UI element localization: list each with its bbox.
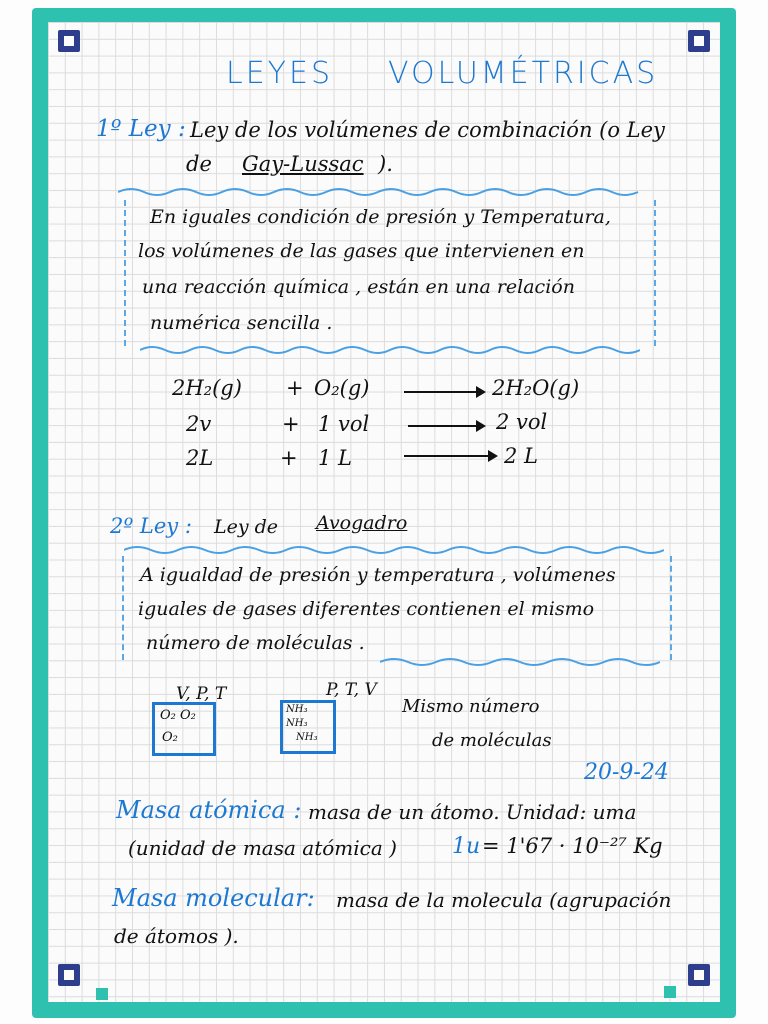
reaction-arrow-icon	[408, 425, 484, 427]
atomic-mass-definition: masa de un átomo. Unidad: uma	[308, 800, 637, 824]
law1-line2-name: Gay-Lussac	[242, 152, 364, 176]
eq2-reactant-b: 1 vol	[318, 412, 370, 436]
law2-box-line3: número de moléculas .	[146, 632, 365, 654]
teal-square-icon	[664, 986, 676, 998]
eq3-plus: +	[280, 446, 298, 470]
wave-divider	[380, 656, 660, 668]
molecular-mass-term: Masa molecular:	[112, 884, 315, 912]
diagram-caption-1: Mismo número	[402, 696, 540, 717]
nh3-molecule-1: NH₃	[286, 704, 308, 715]
atomic-mass-unit-symbol: 1u	[452, 834, 481, 859]
eq2-reactant-a: 2v	[186, 412, 212, 436]
law2-line1-prefix: Ley de	[214, 516, 279, 538]
atomic-mass-unit-value: = 1'67 · 10⁻²⁷ Kg	[482, 834, 663, 858]
atomic-mass-term: Masa atómica :	[116, 796, 302, 824]
entry-date: 20-9-24	[584, 760, 669, 785]
law2-line1-name: Avogadro	[316, 512, 408, 534]
corner-mark-icon	[688, 30, 710, 52]
law1-line1: Ley de los volúmenes de combinación (o Ley	[190, 118, 665, 142]
eq3-reactant-b: 1 L	[318, 446, 352, 470]
eq1-product: 2H₂O(g)	[492, 376, 580, 400]
eq1-plus: +	[286, 376, 304, 400]
wave-divider	[118, 186, 648, 198]
eq1-reactant-a: 2H₂(g)	[172, 376, 242, 400]
law2-heading: 2º Ley :	[110, 514, 192, 538]
corner-mark-icon	[58, 30, 80, 52]
law2-box-line1: A igualdad de presión y temperatura , volúmenes	[140, 564, 616, 586]
law1-box-line3: una reacción química , están en una relación	[142, 276, 575, 298]
wave-divider	[124, 544, 664, 556]
eq3-product: 2 L	[504, 444, 538, 468]
law1-box-line4: numérica sencilla .	[150, 312, 333, 334]
law1-box-line1: En iguales condición de presión y Temperatura,	[150, 206, 611, 228]
nh3-molecule-3: NH₃	[296, 732, 318, 743]
atomic-mass-unit-name: (unidad de masa atómica )	[128, 836, 397, 860]
teal-square-icon	[96, 988, 108, 1000]
page-title-right: VOLUMÉTRICAS	[388, 56, 659, 91]
molecular-mass-definition: masa de la molecula (agrupación	[336, 888, 672, 912]
law1-heading: 1º Ley :	[96, 116, 186, 142]
wave-divider	[140, 344, 640, 356]
page-title-left: LEYES	[226, 56, 333, 91]
corner-mark-icon	[688, 964, 710, 986]
eq2-product: 2 vol	[496, 410, 548, 434]
law1-line2-prefix: de	[186, 152, 212, 176]
law1-box-line2: los volúmenes de las gases que intervienen en	[138, 240, 585, 262]
eq3-reactant-a: 2L	[186, 446, 214, 470]
diagram-caption-2: de moléculas	[432, 730, 552, 751]
corner-mark-icon	[58, 964, 80, 986]
reaction-arrow-icon	[404, 391, 484, 393]
molecular-mass-definition-cont: de átomos ).	[114, 924, 239, 948]
o2-molecules-top: O₂ O₂	[160, 708, 196, 723]
diagram-label-1: V, P, T	[176, 684, 227, 704]
law1-line2-suffix: ).	[378, 152, 393, 176]
eq1-reactant-b: O₂(g)	[314, 376, 370, 400]
o2-molecules-bottom: O₂	[162, 730, 178, 745]
nh3-molecule-2: NH₃	[286, 718, 308, 729]
law2-box-line2: iguales de gases diferentes contienen el mismo	[138, 598, 595, 620]
diagram-label-2: P, T, V	[326, 680, 377, 700]
reaction-arrow-icon	[404, 455, 496, 457]
eq2-plus: +	[282, 412, 300, 436]
